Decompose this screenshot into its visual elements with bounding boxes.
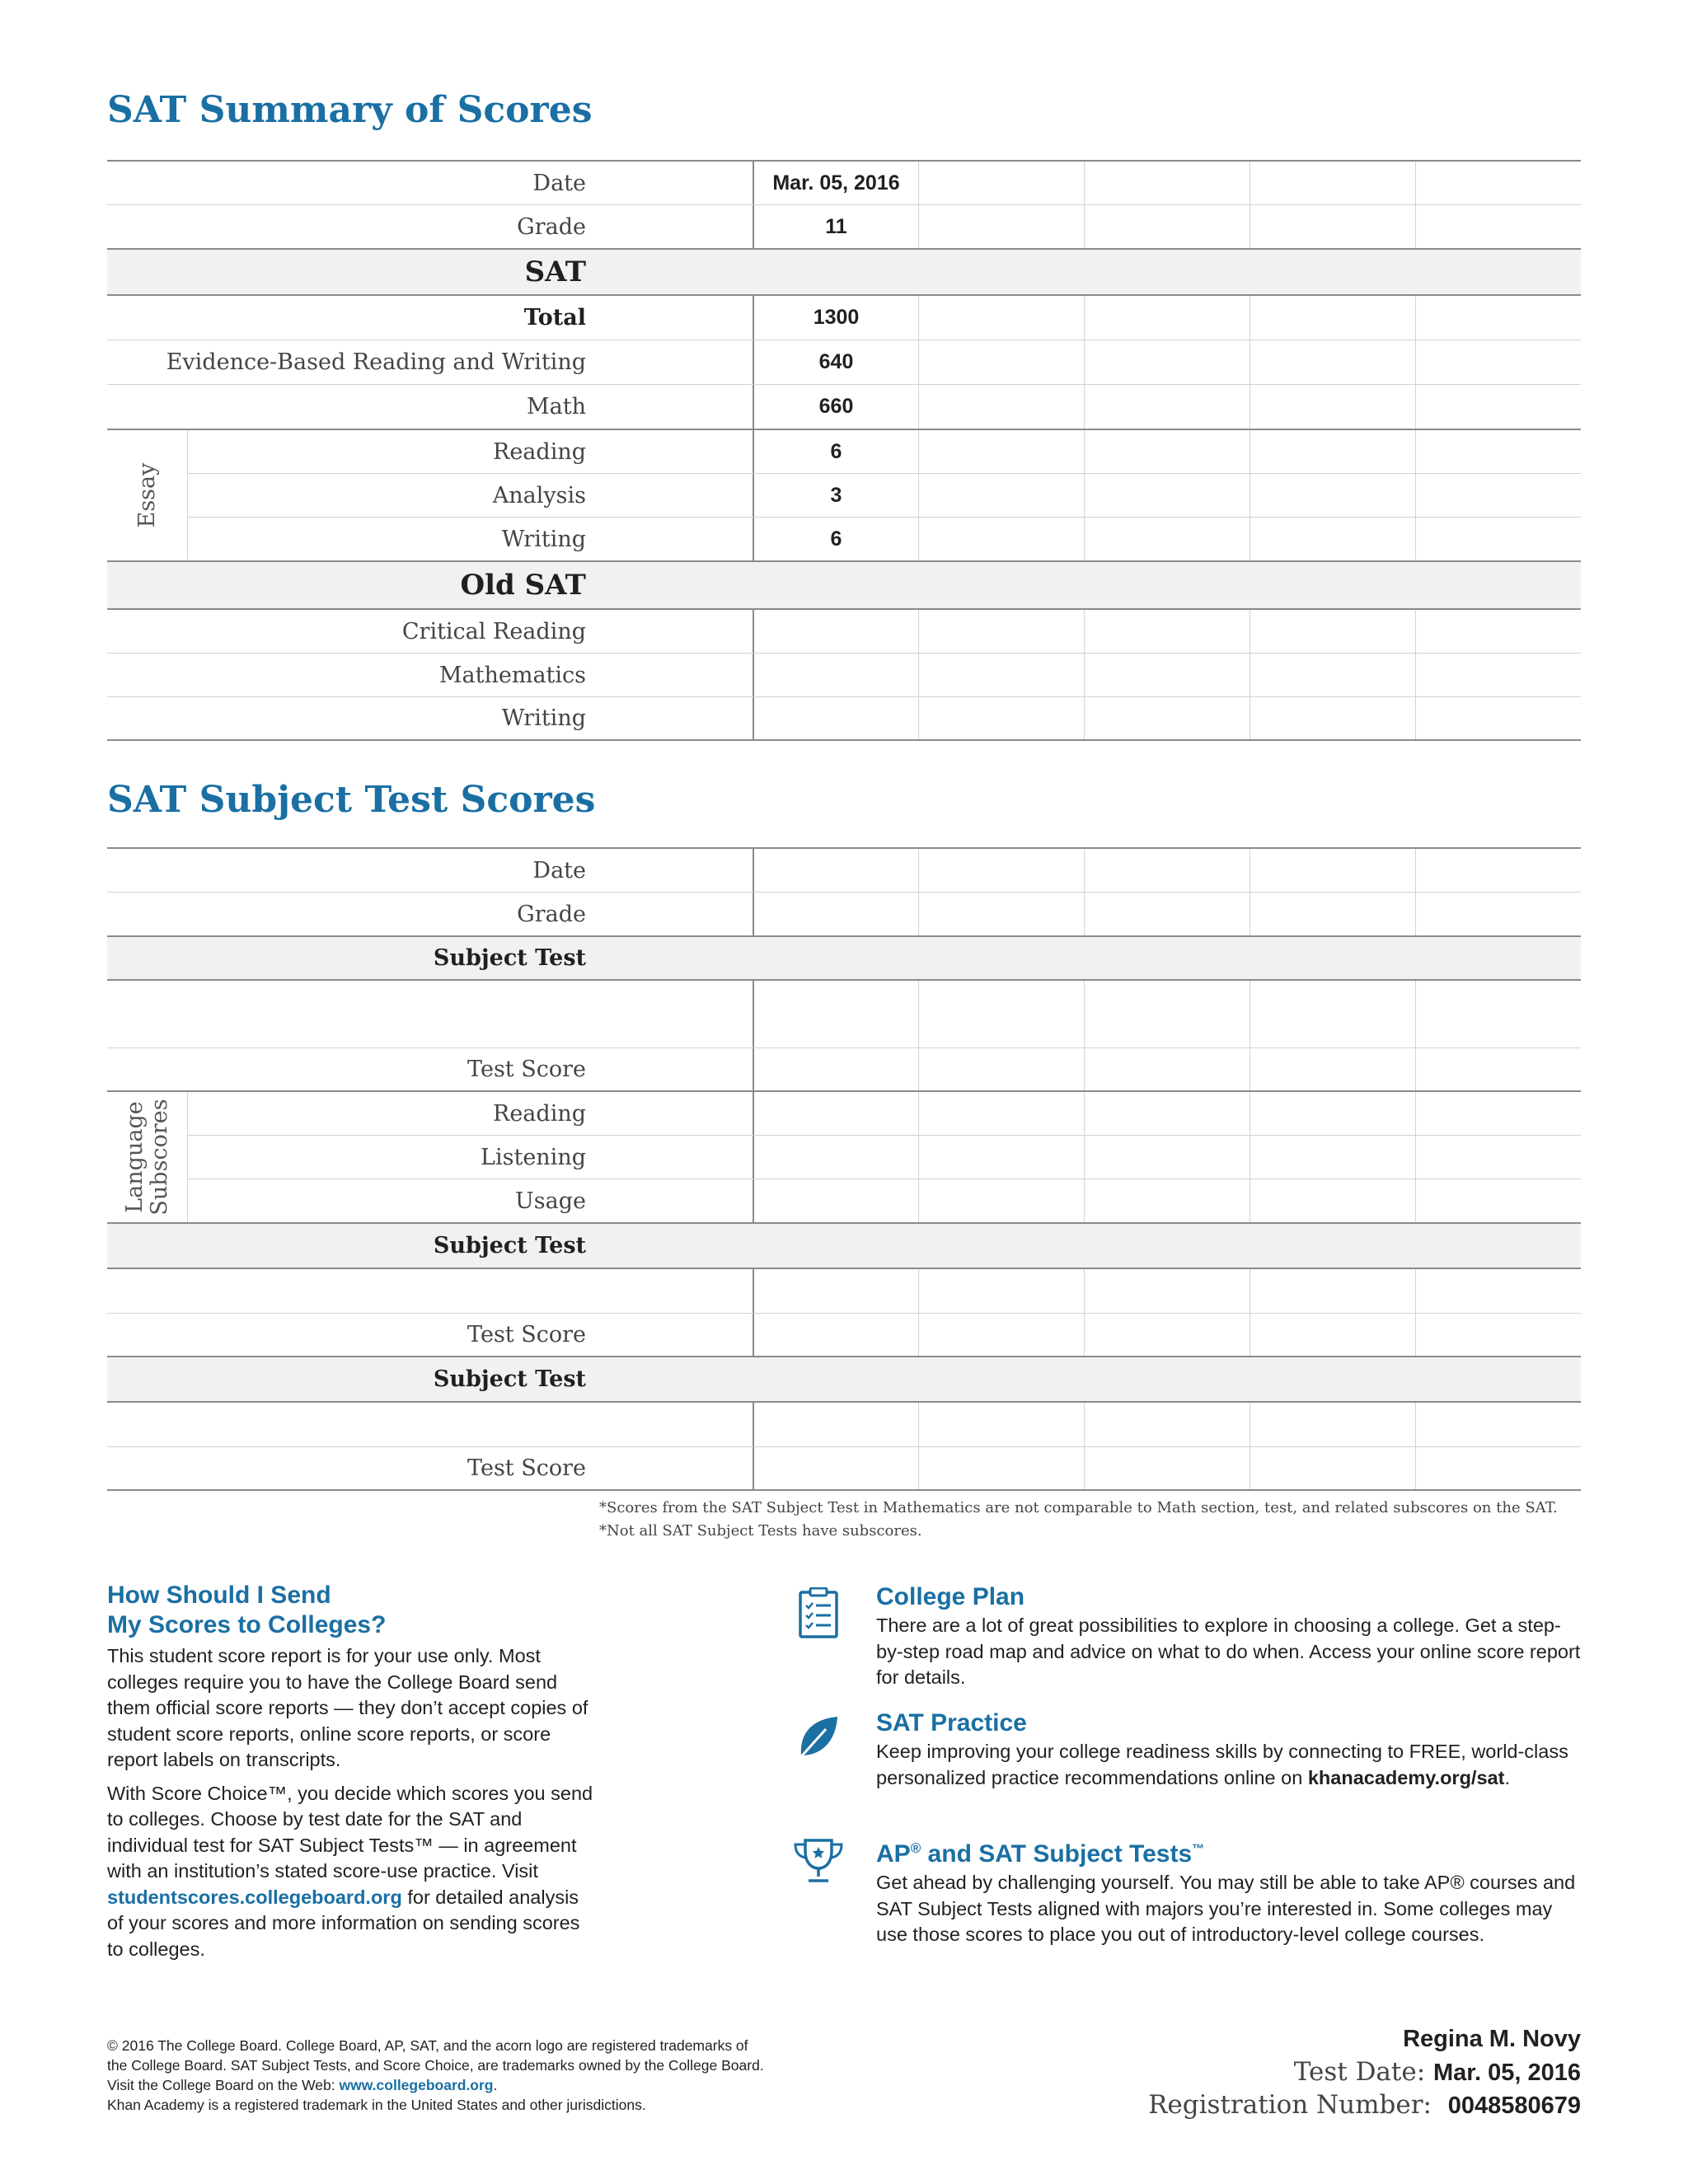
language-reading-row xyxy=(188,1092,1581,1136)
sat-heading: SAT xyxy=(524,255,586,288)
registration-line xyxy=(1148,2090,1581,2120)
studentscores-link[interactable]: studentscores.collegeboard.org xyxy=(107,1886,402,1908)
test-score-row-2 xyxy=(107,1314,1581,1357)
essay-reading-row xyxy=(188,430,1581,474)
college-plan-section xyxy=(876,1582,1585,1691)
subject-test-name-row-3 xyxy=(107,1403,1581,1447)
old-sat-heading: Old SAT xyxy=(460,569,586,602)
ap-subject-tests-heading: AP® and SAT Subject Tests™ xyxy=(876,1840,1205,1868)
essay-analysis-label: Analysis xyxy=(492,482,586,509)
subject-test-label-2: Subject Test xyxy=(433,1233,586,1258)
student-name: Regina M. Novy xyxy=(1403,2026,1581,2052)
ebrw-row xyxy=(107,340,1581,385)
legal-line-2: the College Board. SAT Subject Tests, and Score Choice, are trademarks owned by the College Board. xyxy=(107,2057,764,2074)
mathematics-row xyxy=(107,654,1581,697)
essay-analysis-row xyxy=(188,474,1581,518)
test-score-row-1 xyxy=(107,1048,1581,1092)
college-plan-text: There are a lot of great possibilities to explore in choosing a college. Get a step-by-step road map and advice on what to do when. Access your online score report for details. xyxy=(876,1615,1581,1688)
summary-table xyxy=(107,160,1581,741)
footnote-2: *Not all SAT Subject Tests have subscores. xyxy=(599,1522,922,1540)
grade-value: 11 xyxy=(753,205,918,248)
math-row xyxy=(107,385,1581,430)
critical-reading-label: Critical Reading xyxy=(401,618,586,644)
legal-line-1: © 2016 The College Board. College Board, AP, SAT, and the acorn logo are registered trademarks of xyxy=(107,2037,748,2054)
old-sat-heading-row xyxy=(107,562,1581,610)
essay-reading-label: Reading xyxy=(493,438,586,465)
subject-test-heading-1 xyxy=(107,935,1581,981)
trophy-icon xyxy=(791,1838,846,1886)
language-reading-label: Reading xyxy=(493,1100,586,1127)
math-value: 660 xyxy=(753,385,918,429)
subject-title: SAT Subject Test Scores xyxy=(107,779,596,821)
leaf-icon xyxy=(796,1714,841,1762)
ap-subject-tests-section xyxy=(876,1834,1585,1948)
college-plan-heading: College Plan xyxy=(876,1583,1025,1610)
old-writing-label: Writing xyxy=(501,705,586,731)
subject-test-label-3: Subject Test xyxy=(433,1366,586,1392)
test-score-label-2: Test Score xyxy=(467,1322,586,1347)
math-label: Math xyxy=(527,394,586,419)
subject-test-name-row-2 xyxy=(107,1269,1581,1314)
registration-label: Registration Number: xyxy=(1148,2090,1432,2120)
essay-block xyxy=(107,430,1581,562)
subject-table xyxy=(107,847,1581,1491)
critical-reading-row xyxy=(107,610,1581,654)
legal-text xyxy=(107,2036,764,2115)
language-listening-row xyxy=(188,1136,1581,1179)
summary-grade-row xyxy=(107,205,1581,249)
essay-writing-label: Writing xyxy=(501,526,586,552)
test-score-row-3 xyxy=(107,1447,1581,1491)
old-writing-row xyxy=(107,697,1581,741)
ebrw-value: 640 xyxy=(753,340,918,384)
sat-practice-heading: SAT Practice xyxy=(876,1709,1027,1736)
test-date-label: Test Date: xyxy=(1293,2057,1426,2087)
send-scores-para-1: This student score report is for your use only. Most colleges require you to have the College Board send them official score reports — they don’t accept copies of student score reports, online score reports, or score report labels on transcripts. xyxy=(107,1645,588,1770)
summary-date-row xyxy=(107,162,1581,205)
total-row xyxy=(107,296,1581,340)
test-score-label-3: Test Score xyxy=(467,1455,586,1481)
khanacademy-link[interactable]: khanacademy.org/sat xyxy=(1307,1766,1505,1788)
send-scores-para-2: With Score Choice™, you decide which scores you send to colleges. Choose by test date for the SAT and individual test for SAT Subject Tests™ — in agreement with an institution’s stated score-use practice. Visit studentscores.collegeboard.org for detailed analysis of your scores and more information on sending scores to colleges. xyxy=(107,1782,593,1960)
legal-line-3: Visit the College Board on the Web: www.collegeboard.org. xyxy=(107,2077,498,2093)
subject-test-heading-3 xyxy=(107,1357,1581,1403)
test-date-line xyxy=(1294,2057,1581,2087)
language-usage-row xyxy=(188,1179,1581,1222)
essay-writing-value: 6 xyxy=(753,518,918,560)
registration-value: 0048580679 xyxy=(1447,2093,1581,2119)
date-label: Date xyxy=(532,170,586,196)
subject-test-label-1: Subject Test xyxy=(433,945,586,971)
language-subscores-label: Language Subscores xyxy=(122,1099,172,1216)
legal-line-4: Khan Academy is a registered trademark in the United States and other jurisdictions. xyxy=(107,2097,646,2113)
subject-grade-row xyxy=(107,893,1581,936)
essay-writing-row xyxy=(188,518,1581,560)
subject-date-row xyxy=(107,849,1581,893)
total-label: Total xyxy=(523,305,586,330)
send-scores-section xyxy=(107,1581,593,1962)
language-usage-label: Usage xyxy=(515,1188,586,1214)
subject-test-heading-2 xyxy=(107,1224,1581,1269)
test-score-label-1: Test Score xyxy=(467,1057,586,1082)
ap-subject-tests-text: Get ahead by challenging yourself. You may still be able to take AP® courses and SAT Subject Tests aligned with majors you’re interested in. Some colleges may use those scores to place you out of introductory-level college courses. xyxy=(876,1872,1576,1945)
essay-analysis-value: 3 xyxy=(753,474,918,517)
essay-reading-value: 6 xyxy=(753,430,918,473)
footnotes xyxy=(599,1497,1558,1543)
subject-grade-label: Grade xyxy=(517,901,586,927)
ebrw-label: Evidence-Based Reading and Writing xyxy=(166,349,586,375)
grade-label: Grade xyxy=(517,213,586,240)
essay-label: Essay xyxy=(134,462,160,528)
subject-date-label: Date xyxy=(532,857,586,883)
sat-practice-section xyxy=(876,1708,1585,1791)
mathematics-label: Mathematics xyxy=(438,662,586,688)
test-date-value: Mar. 05, 2016 xyxy=(1433,2060,1581,2086)
collegeboard-link[interactable]: www.collegeboard.org xyxy=(339,2077,494,2093)
date-value: Mar. 05, 2016 xyxy=(753,162,918,204)
send-scores-heading: How Should I Send My Scores to Colleges? xyxy=(107,1582,387,1638)
checklist-icon xyxy=(798,1587,839,1638)
sat-practice-text: Keep improving your college readiness skills by connecting to FREE, world-class personalized practice recommendations online on khanacademy.org/sat. xyxy=(876,1741,1568,1788)
language-listening-label: Listening xyxy=(481,1144,586,1170)
summary-title: SAT Summary of Scores xyxy=(107,89,593,131)
footnote-1: *Scores from the SAT Subject Test in Mathematics are not comparable to Math section, test, and related subscores on the SAT. xyxy=(599,1499,1558,1516)
total-value: 1300 xyxy=(753,296,918,340)
sat-heading-row xyxy=(107,248,1581,296)
language-subscores-block xyxy=(107,1092,1581,1224)
subject-test-name-row-1 xyxy=(107,981,1581,1048)
